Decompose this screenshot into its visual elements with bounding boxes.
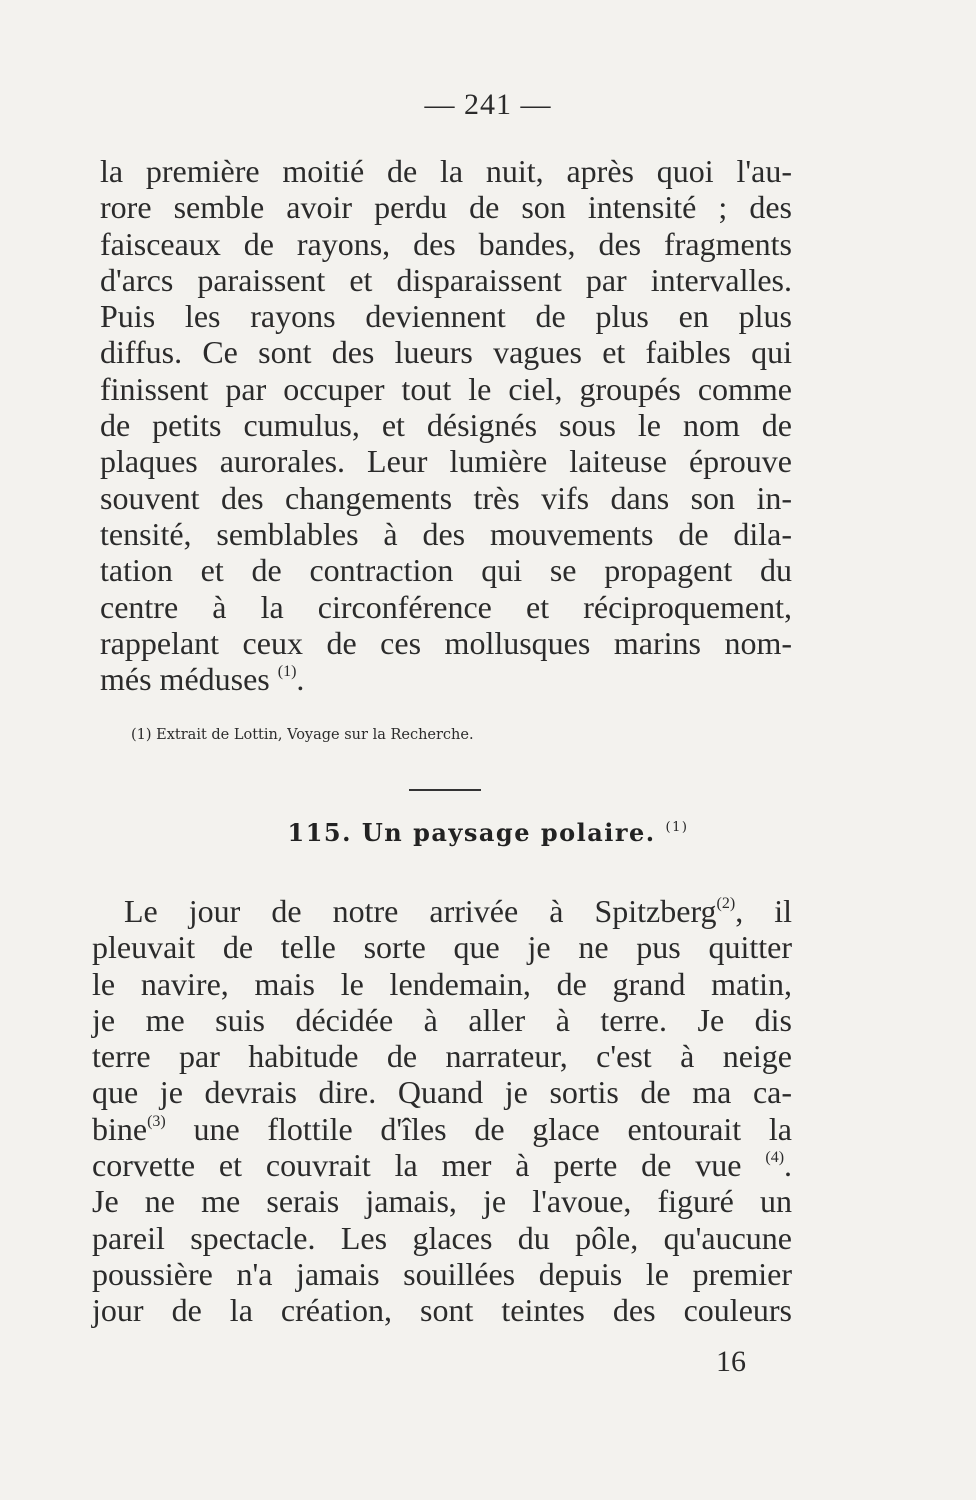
footnote-marker: (1) (277, 663, 297, 681)
footnote: (1) Extrait de Lottin, Voyage sur la Recherche. (131, 727, 474, 743)
text-line: pleuvait de telle sorte que je ne pus quitter (92, 929, 792, 966)
text-fragment: bine (92, 1110, 148, 1147)
footnote-marker: (4) (765, 1149, 785, 1167)
signature-mark: 16 (716, 1345, 746, 1378)
text-line-last (100, 661, 792, 697)
text-line (92, 893, 792, 929)
text-line: rore semble avoir perdu de son intensité ; des (100, 189, 792, 226)
text-line: finissent par occuper tout le ciel, groupés comme (100, 370, 792, 407)
footnote-marker: (3) (147, 1112, 166, 1130)
text-fragment: . (784, 1147, 793, 1184)
text-line: d'arcs paraissent et disparaissent par intervalles. (100, 261, 792, 298)
text-line (92, 1147, 792, 1183)
text-line: diffus. Ce sont des lueurs vagues et faibles qui (100, 334, 792, 371)
text-line: la première moitié de la nuit, après quoi l'au- (100, 153, 792, 189)
text-line: de petits cumulus, et désignés sous le nom de (100, 407, 792, 444)
text-line (92, 1111, 792, 1147)
text-line: tensité, semblables à des mouvements de dila- (100, 515, 792, 552)
text-line: rappelant ceux de ces mollusques marins nom- (100, 624, 792, 661)
text-line: poussière n'a jamais souillées depuis le premier (92, 1255, 792, 1292)
text-fragment: . (296, 661, 305, 698)
footnote-marker: (2) (716, 895, 736, 912)
text-line: tation et de contraction qui se propagent du (100, 552, 792, 589)
text-line: plaques aurorales. Leur lumière laiteuse éprouve (100, 443, 792, 480)
text-line: faisceaux de rayons, des bandes, des fragments (100, 225, 792, 262)
text-line: Puis les rayons deviennent de plus en plus (100, 298, 792, 335)
text-line: pareil spectacle. Les glaces du pôle, qu'aucune (92, 1219, 792, 1256)
text-block-aurora (100, 153, 792, 697)
text-fragment: , il (735, 893, 793, 929)
text-line: terre par habitude de narrateur, c'est à neige (92, 1038, 792, 1075)
text-line: souvent des changements très vifs dans son in- (100, 479, 792, 516)
text-line: Je ne me serais jamais, je l'avoue, figuré un (92, 1183, 792, 1220)
text-line: je me suis décidée à aller à terre. Je dis (92, 1001, 792, 1038)
text-line: centre à la circonférence et réciproquement, (100, 588, 792, 625)
text-fragment: corvette et couvrait la mer à perte de vue (92, 1147, 742, 1184)
text-fragment: Le jour de notre arrivée à Spitzberg (124, 893, 717, 929)
text-line: jour de la création, sont teintes des couleurs (92, 1292, 792, 1329)
text-fragment: une flottile d'îles de glace entourait la (165, 1110, 792, 1147)
footnote-marker: (1) (665, 820, 689, 835)
text-fragment: més méduses (100, 661, 270, 698)
section-divider (409, 789, 481, 791)
heading-title: 115. Un paysage polaire. (287, 818, 656, 847)
text-line: le navire, mais le lendemain, de grand matin, (92, 965, 792, 1002)
page-number: — 241 — (424, 88, 552, 121)
text-block-polar-landscape (92, 893, 792, 1329)
section-heading (0, 818, 976, 847)
text-line: que je devrais dire. Quand je sortis de ma ca- (92, 1074, 792, 1111)
